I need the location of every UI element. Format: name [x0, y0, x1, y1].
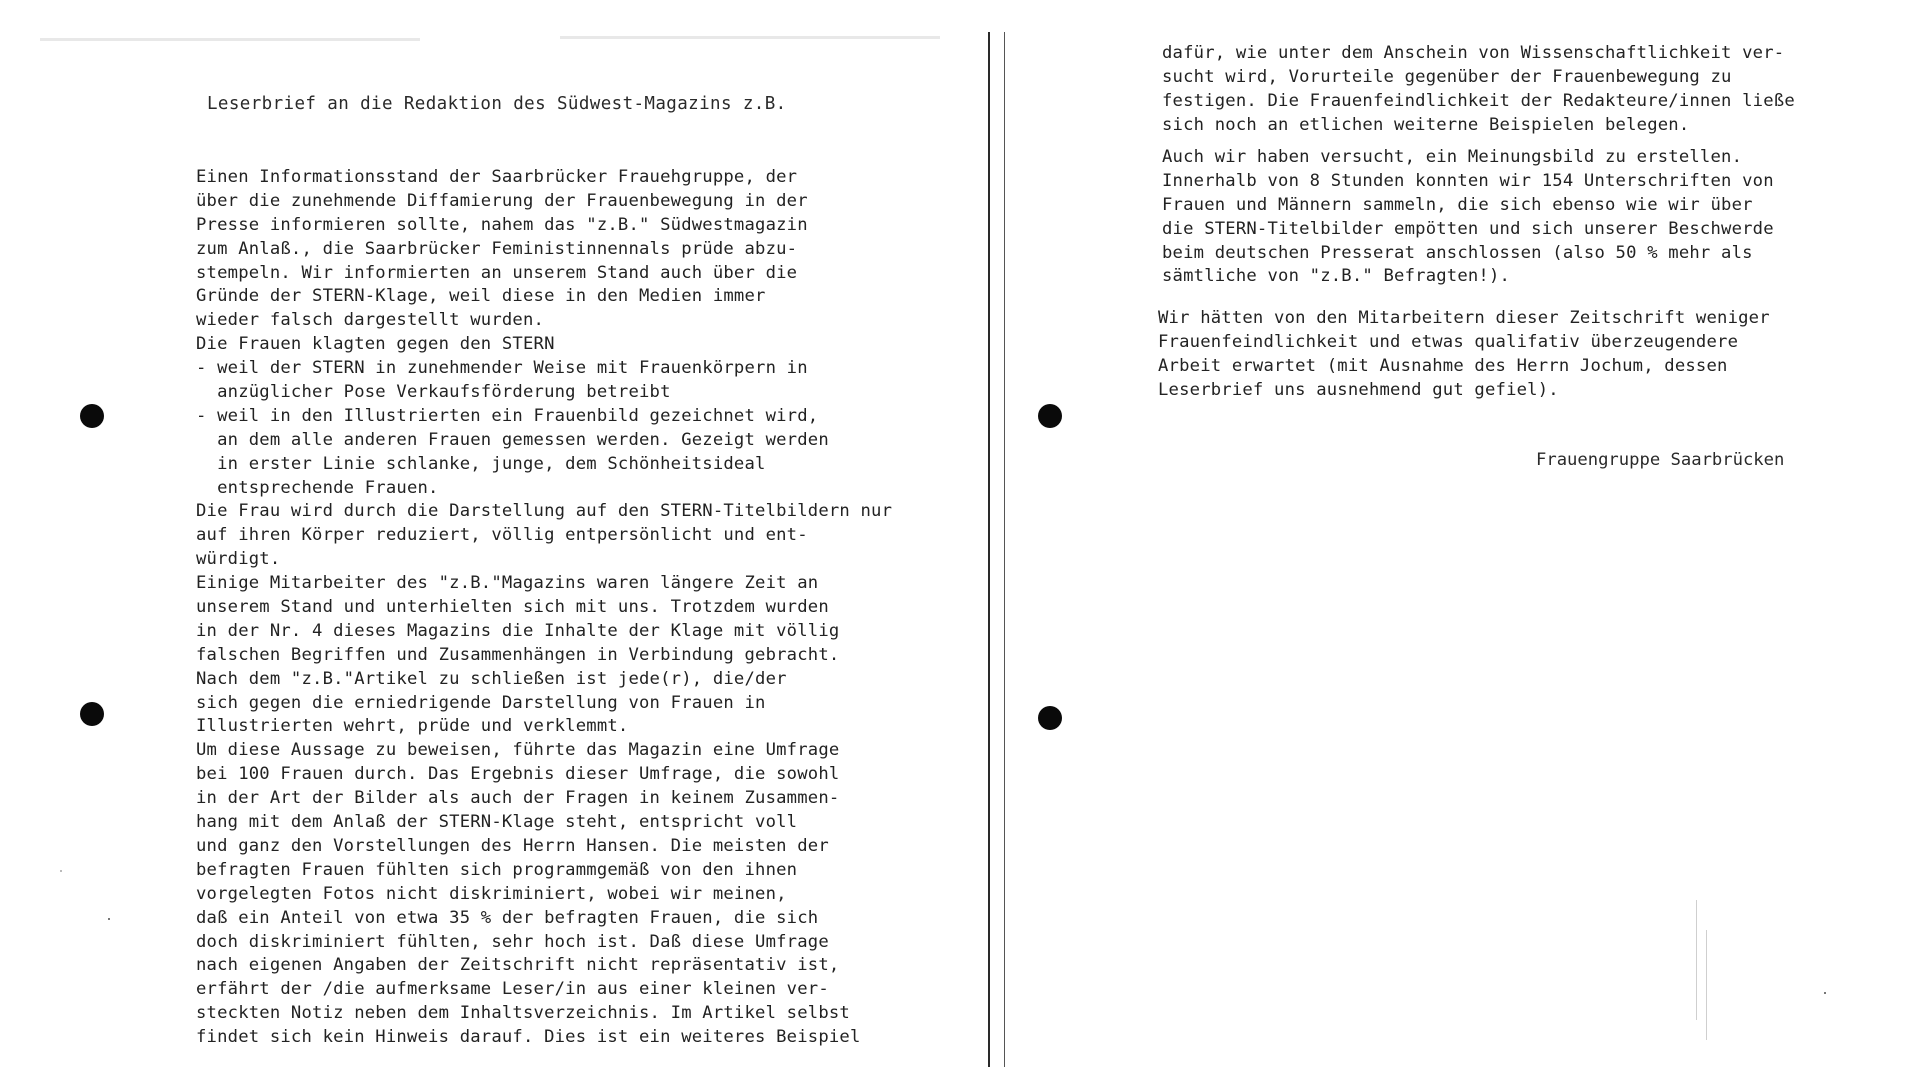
text-line: in der Nr. 4 dieses Magazins die Inhalte der Klage mit völlig	[196, 620, 840, 641]
text-line: über die zunehmende Diffamierung der Frauenbewegung in der	[196, 190, 808, 211]
text-line: in der Art der Bilder als auch der Fragen in keinem Zusammen-	[196, 788, 840, 809]
right-paragraph-1	[1162, 42, 1795, 138]
text-line: Frauenfeindlichkeit und etwas qualifativ überzeugendere	[1158, 331, 1739, 352]
text-line: würdigt.	[196, 549, 281, 570]
text-line: befragten Frauen fühlten sich programmgemäß von den ihnen	[196, 859, 798, 880]
text-line: - weil in den Illustrierten ein Frauenbild gezeichnet wird,	[196, 405, 819, 426]
text-line: hang mit dem Anlaß der STERN-Klage steht, entspricht voll	[196, 812, 798, 833]
text-line: Wir hätten von den Mitarbeitern dieser Zeitschrift weniger	[1158, 308, 1770, 328]
scan-speck	[60, 870, 62, 872]
text-line: Gründe der STERN-Klage, weil diese in den Medien immer	[196, 286, 766, 307]
text-line: Nach dem "z.B."Artikel zu schließen ist jede(r), die/der	[196, 668, 787, 689]
text-line: daß ein Anteil von etwa 35 % der befragten Frauen, die sich	[196, 907, 819, 928]
text-line: wieder falsch dargestellt wurden.	[196, 310, 545, 331]
text-line: bei 100 Frauen durch. Das Ergebnis dieser Umfrage, die sowohl	[196, 764, 840, 785]
text-line: Auch wir haben versucht, ein Meinungsbild zu erstellen.	[1162, 147, 1743, 167]
text-line: Um diese Aussage zu beweisen, führte das Magazin eine Umfrage	[196, 740, 840, 761]
text-line: beim deutschen Presserat anschlossen (also 50 % mehr als	[1162, 242, 1753, 263]
text-line: steckten Notiz neben dem Inhaltsverzeichnis. Im Artikel selbst	[196, 1003, 850, 1024]
text-line: doch diskriminiert fühlten, sehr hoch ist. Daß diese Umfrage	[196, 931, 829, 952]
signature: Frauengruppe Saarbrücken	[1536, 450, 1785, 470]
text-line: Illustrierten wehrt, prüde und verklemmt.	[196, 716, 629, 737]
text-line: Innerhalb von 8 Stunden konnten wir 154 Unterschriften von	[1162, 170, 1774, 191]
text-line: in erster Linie schlanke, junge, dem Schönheitsideal	[196, 453, 766, 474]
scan-artifact	[40, 38, 420, 41]
text-line: Einige Mitarbeiter des "z.B."Magazins waren längere Zeit an	[196, 573, 819, 594]
text-line: falschen Begriffen und Zusammenhängen in Verbindung gebracht.	[196, 644, 840, 665]
text-line: Frauen und Männern sammeln, die sich ebenso wie wir über	[1162, 194, 1753, 215]
text-line: Die Frau wird durch die Darstellung auf den STERN-Titelbildern nur	[196, 501, 893, 522]
text-line: stempeln. Wir informierten an unserem Stand auch über die	[196, 262, 798, 283]
left-page-body	[196, 166, 892, 1050]
text-line: Arbeit erwartet (mit Ausnahme des Herrn Jochum, dessen	[1158, 355, 1728, 376]
text-line: festigen. Die Frauenfeindlichkeit der Redakteure/innen ließe	[1162, 90, 1795, 111]
page-divider-secondary	[1004, 32, 1005, 1067]
scan-scratch	[1706, 930, 1707, 1040]
text-line: die STERN-Titelbilder empötten und sich unserer Beschwerde	[1162, 218, 1774, 239]
punch-hole-bottom-right	[1038, 706, 1062, 730]
text-line: nach eigenen Angaben der Zeitschrift nicht repräsentativ ist,	[196, 955, 840, 976]
page-divider	[988, 32, 990, 1067]
text-line: vorgelegten Fotos nicht diskriminiert, wobei wir meinen,	[196, 883, 787, 904]
text-line: sucht wird, Vorurteile gegenüber der Frauenbewegung zu	[1162, 66, 1732, 87]
text-line: erfährt der /die aufmerksame Leser/in aus einer kleinen ver-	[196, 979, 829, 1000]
text-line: zum Anlaß., die Saarbrücker Feministinnennals prüde abzu-	[196, 238, 798, 259]
text-line: entsprechende Frauen.	[196, 477, 439, 498]
punch-hole-top-left	[80, 404, 104, 428]
scan-speck	[108, 918, 110, 920]
text-line: sich noch an etlichen weiterne Beispielen belegen.	[1162, 114, 1690, 135]
text-line: Einen Informationsstand der Saarbrücker Frauehgruppe, der	[196, 167, 798, 187]
text-line: findet sich kein Hinweis darauf. Dies ist ein weiteres Beispiel	[196, 1027, 861, 1048]
right-paragraph-3	[1158, 307, 1770, 403]
right-paragraph-2	[1162, 146, 1774, 289]
scan-scratch	[1696, 900, 1697, 1020]
text-line: Die Frauen klagten gegen den STERN	[196, 334, 555, 355]
scan-artifact	[560, 36, 940, 39]
text-line: sich gegen die erniedrigende Darstellung von Frauen in	[196, 692, 766, 713]
text-line: dafür, wie unter dem Anschein von Wissenschaftlichkeit ver-	[1162, 43, 1785, 63]
text-line: und ganz den Vorstellungen des Herrn Hansen. Die meisten der	[196, 835, 829, 856]
text-line: anzüglicher Pose Verkaufsförderung betreibt	[196, 382, 671, 403]
punch-hole-top-right	[1038, 404, 1062, 428]
text-line: Presse informieren sollte, nahem das "z.B." Südwestmagazin	[196, 214, 808, 235]
text-line: an dem alle anderen Frauen gemessen werden. Gezeigt werden	[196, 429, 829, 450]
scan-speck	[1824, 992, 1826, 994]
letter-title: Leserbrief an die Redaktion des Südwest-Magazins z.B.	[207, 94, 787, 114]
text-line: unserem Stand und unterhielten sich mit uns. Trotzdem wurden	[196, 597, 829, 618]
punch-hole-bottom-left	[80, 702, 104, 726]
text-line: sämtliche von "z.B." Befragten!).	[1162, 266, 1511, 287]
text-line: - weil der STERN in zunehmender Weise mit Frauenkörpern in	[196, 358, 808, 379]
text-line: Leserbrief uns ausnehmend gut gefiel).	[1158, 379, 1559, 400]
text-line: auf ihren Körper reduziert, völlig entpersönlicht und ent-	[196, 525, 808, 546]
